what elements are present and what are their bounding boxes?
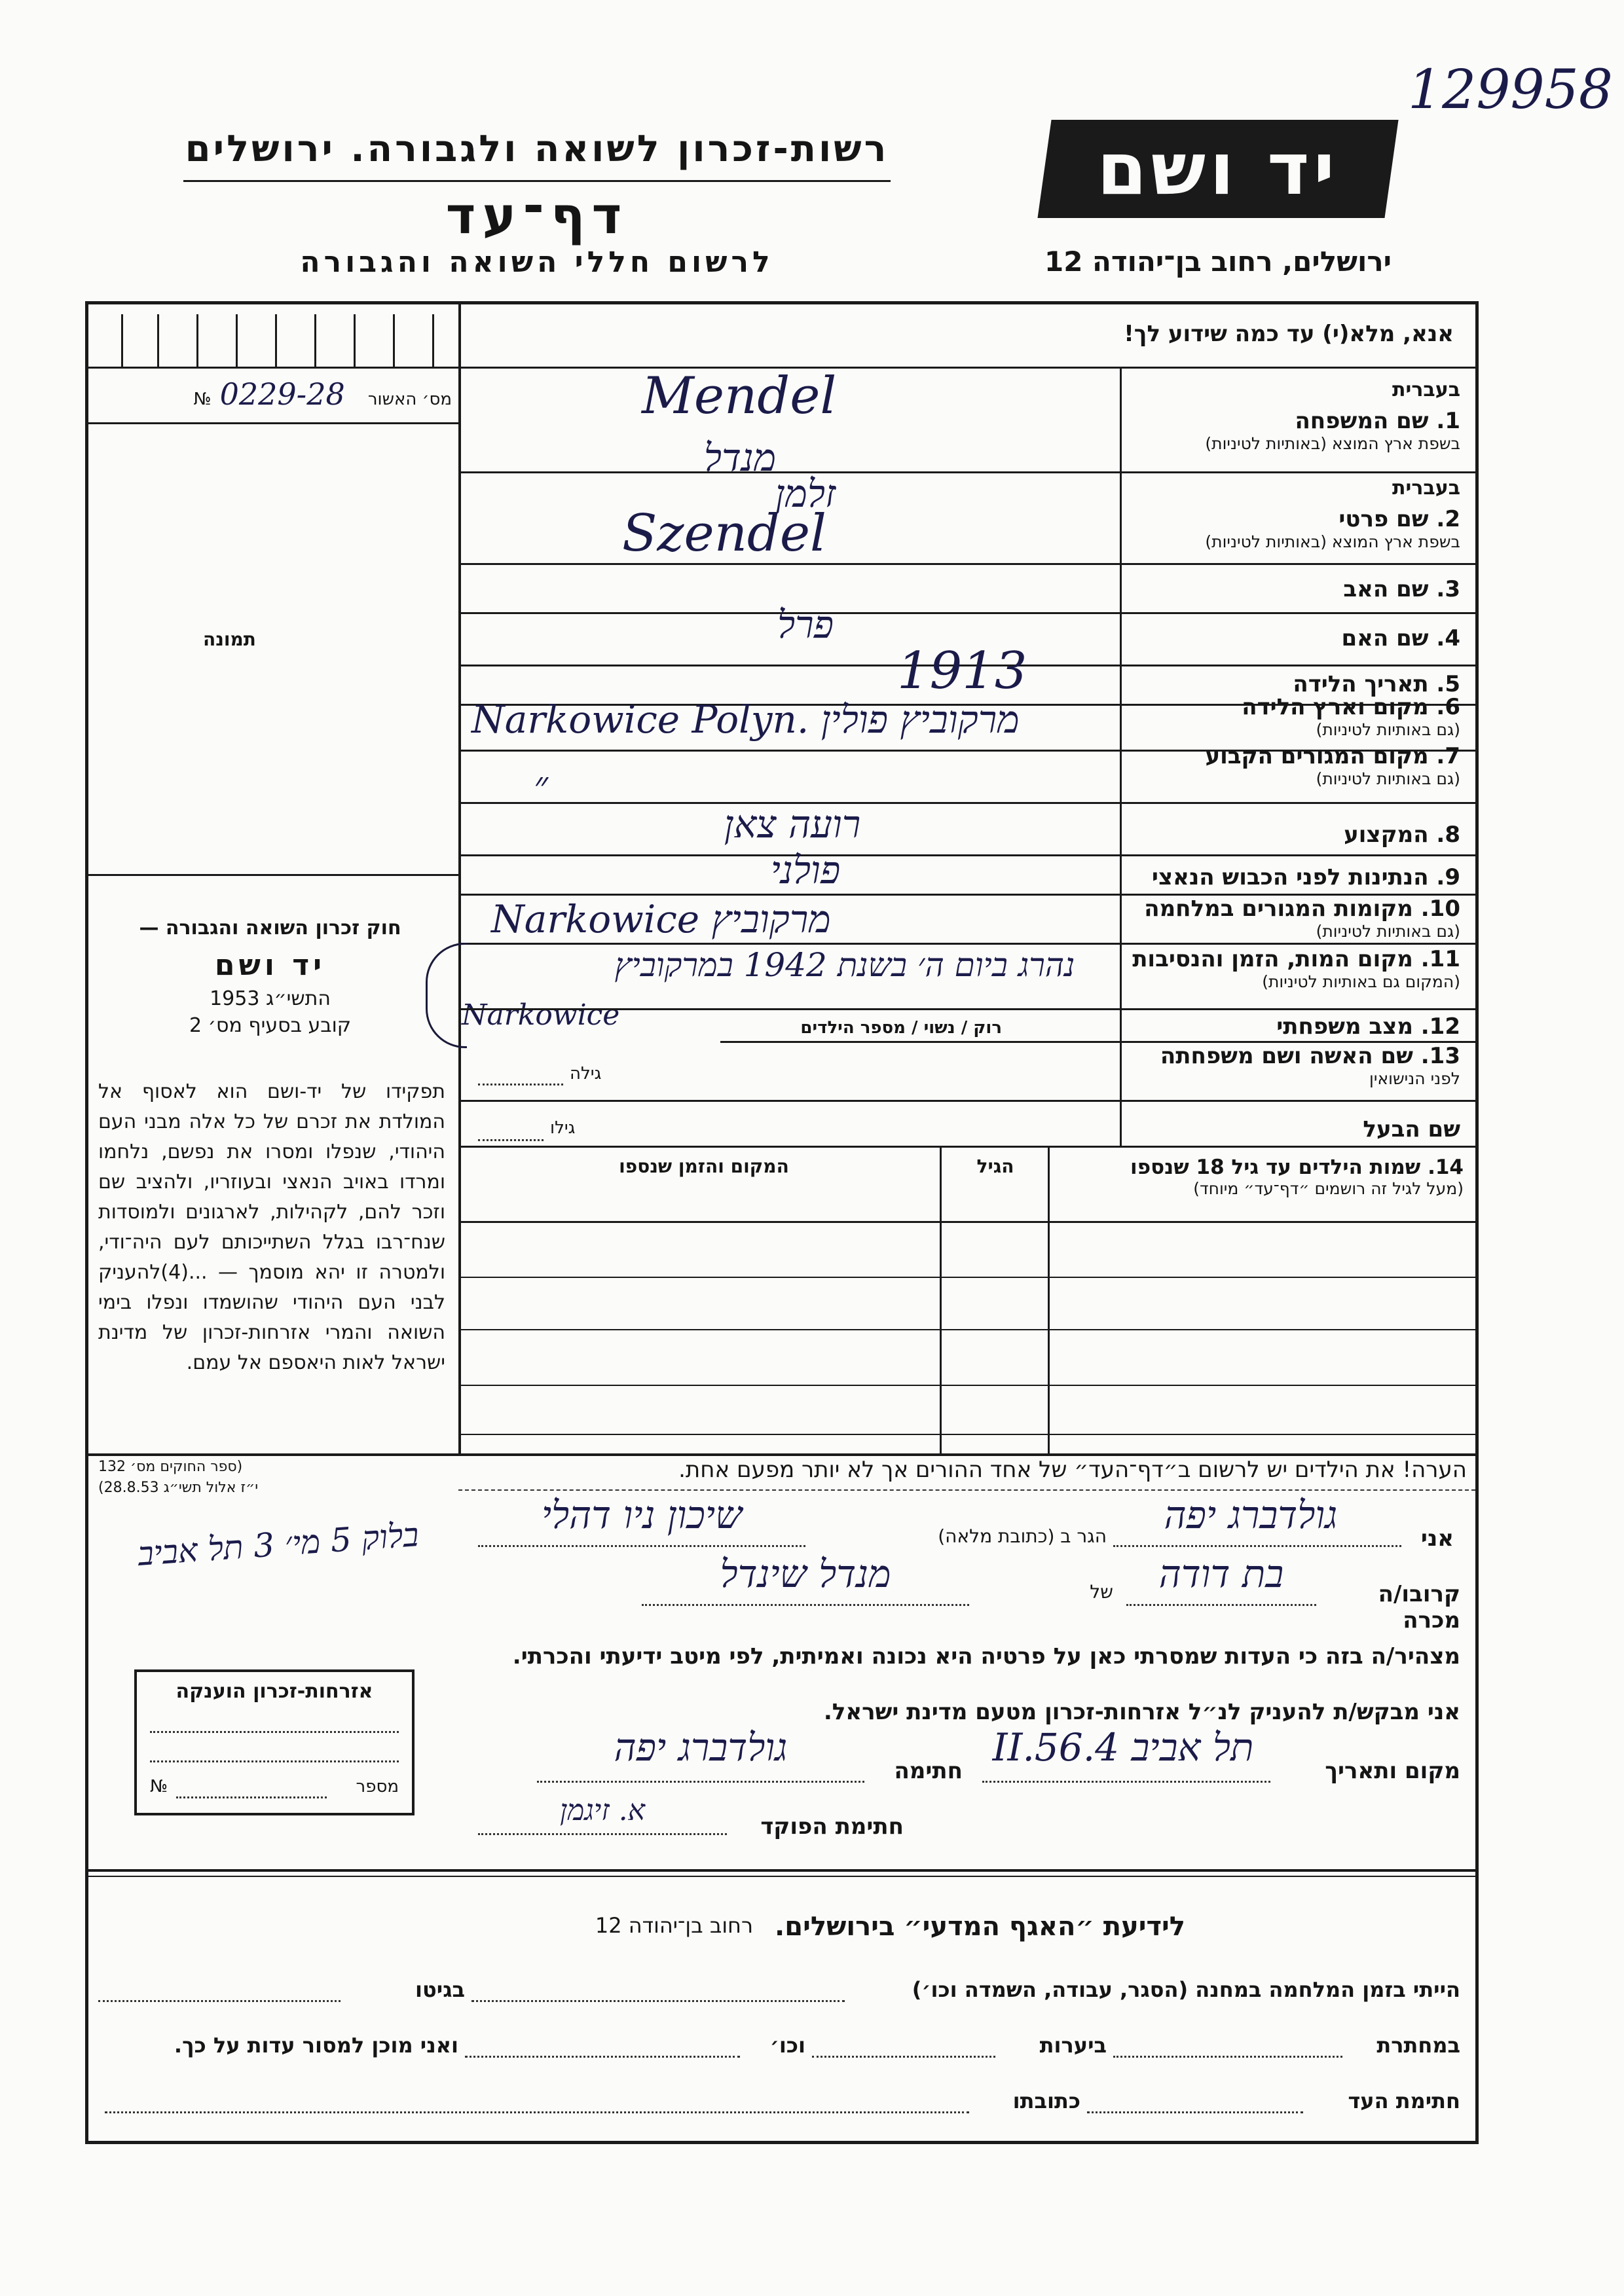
yad-vashem-logo: יד ושם: [1037, 120, 1398, 218]
bottom-line2c: וכו׳: [769, 2033, 805, 2058]
field-6-sub: (גם באותיות לטיניות): [1316, 720, 1460, 739]
field-1: [1126, 378, 1460, 453]
declarant-of-label: של: [1090, 1581, 1113, 1603]
field-5-label: 5. תאריך הלידה: [1293, 671, 1460, 697]
signature-label: חתימה: [894, 1758, 963, 1784]
law-title: חוק זכרון השואה והגבורה —: [139, 917, 401, 939]
bottom-line2d: ואני מוכן למסור עדות על כך.: [174, 2033, 458, 2058]
field-4-label: 4. שם האם: [1341, 625, 1460, 651]
field-10-label: 10. מקומות המגורים במלחמה: [1144, 896, 1460, 922]
approval-number-field: [111, 376, 452, 416]
photo-label: תמונה: [203, 629, 256, 650]
declarant-address[interactable]: שיכון ניו דהלי: [541, 1493, 743, 1537]
field-10-value[interactable]: Narkowice מרקוביץ: [491, 897, 831, 941]
law-ref-line1: (ספר החוקים מס׳ 132: [98, 1459, 243, 1475]
archive-number: 129958: [1408, 59, 1614, 121]
law-ref-line2: י״ז אלול תשי״ג 28.8.53): [98, 1480, 259, 1496]
citizenship-box-number-label: מספר: [356, 1777, 399, 1796]
field-2-value-hebrew[interactable]: זלמן: [775, 471, 836, 516]
field-2-label: 2. שם פרטי: [1338, 506, 1460, 532]
field-13: [1126, 1043, 1460, 1088]
law-block: [92, 917, 449, 1037]
declaration: מצהיר/ה בזה כי העדות שמסרתי כאן על פרטיה היא נכונה ואמיתית, לפי מיטב ידיעתי והכרתי.: [512, 1643, 1460, 1669]
field-2: [1126, 477, 1460, 551]
field-1-value[interactable]: Mendel: [642, 367, 837, 426]
bottom-line2b: ביערות: [1039, 2033, 1107, 2058]
field-7-sub: (גם באותיות לטיניות): [1316, 769, 1460, 788]
field-10: [1126, 896, 1460, 941]
field-8-value[interactable]: רועה צאן: [724, 802, 861, 847]
field-12-options: רוק / נשוי / מספר הילדים: [800, 1018, 1002, 1038]
law-clause: קובע בסעיף מס׳ 2: [189, 1014, 352, 1037]
law-name: יד ושם: [214, 949, 326, 982]
law-body: תפקידו של יד-ושם הוא לאסוף אל המולדת את זכרם של כל אלה מבני העם היהודי, שנפלו ומסרו את נפשם, נלחמו ומרדו באויב הנאצי ובעוזריו, ולהציב שם וזכר להם, לקהילות, לארגונים ולמוסדות שנח־רבו בגלל השתייכותם לעם היה־ודי, ולמטרה זו יהא מוסמך — ...(4)להעניק לבני העם היהודי שהושמדו ונפלו בימי השואה והמרי אזרחות-זכרון של מדינת ישראל לאות היאספם אל עמם.: [98, 1080, 445, 1374]
field-11-sub: (המקום גם באותיות לטיניות): [1262, 972, 1460, 991]
field-13-sub: לפני הנישואין: [1369, 1069, 1460, 1088]
declarant-relation-label: קרובו/ה מכרה: [1378, 1581, 1460, 1633]
field-14-age-col: הגיל: [976, 1156, 1014, 1177]
field-7-label: 7. מקום המגורים הקבוע: [1205, 743, 1460, 769]
approval-value: 0229-28: [219, 376, 345, 412]
declarant-margin-note: בלוק 5 מי׳ 3 תל אביב: [136, 1516, 420, 1573]
bottom-line2a: במחתרת: [1376, 2033, 1460, 2058]
bottom-title: לידיעת ״האגף המדעי״ בירושלים.: [775, 1912, 1185, 1942]
field-14-place-col: המקום והזמן שנספו: [619, 1156, 789, 1177]
field-5-value[interactable]: 1913: [897, 642, 1027, 701]
law-ref: [98, 1457, 445, 1499]
field-4-value[interactable]: פרל: [777, 602, 834, 647]
husband-label: שם הבעל: [1363, 1116, 1460, 1142]
bottom-line1a: הייתי בזמן המלחמה במחנה (הסגר, עבודה, השמדה וכו׳): [912, 1977, 1460, 2002]
field-6-value[interactable]: Narkowice Polyn. מרקוביץ פולין: [471, 697, 1020, 742]
field-2-value[interactable]: Szendel: [622, 504, 826, 563]
place-date[interactable]: תל אביב 4.II.56: [992, 1725, 1254, 1770]
field-11-value[interactable]: נהרג ביום ה׳ בשנת 1942 במרקוביץ: [614, 946, 1075, 984]
field-6-label: 6. מקום וארץ הלידה: [1242, 694, 1460, 720]
field-9-label: 9. הנתינות לפני הכבוש הנאצי: [1151, 864, 1460, 890]
form-title: דף־עד: [445, 187, 629, 246]
field-2-sub: בשפת ארץ המוצא (באותיות לטיניות): [1205, 532, 1460, 551]
field-13-label: 13. שם האשה ושם משפחתה: [1160, 1043, 1460, 1069]
approval-label: מס׳ האשור: [367, 390, 452, 409]
field-14-label: 14. שמות הילדים עד גיל 18 שנספו: [1130, 1156, 1464, 1179]
field-14-sub: (מעל לגיל זה רושמים ״דף־עד״ מיוחד): [1193, 1179, 1464, 1198]
bottom-line1b: בגיטו: [415, 1977, 465, 2002]
citizenship-box-title: אזרחות-זכרון הוענקה: [175, 1680, 373, 1703]
citizenship-box-no-sign: №: [150, 1777, 168, 1796]
bottom-line3b: כתובתו: [1012, 2088, 1080, 2113]
field-10-sub: (גם באותיות לטיניות): [1316, 922, 1460, 941]
declarant-of-name[interactable]: מנדל שינדל: [720, 1552, 891, 1596]
field-2-tag: בעברית: [1392, 477, 1460, 500]
bottom-line3a: חתימת העד: [1348, 2088, 1460, 2113]
law-year: התשי״ג 1953: [210, 987, 331, 1010]
field-1-value-hebrew[interactable]: מנדל: [703, 435, 777, 480]
field-1-tag: בעברית: [1392, 378, 1460, 401]
declarant-residing-label: הגר ב (כתובת מלאה): [938, 1525, 1107, 1547]
authority-line: רשות-זכרון לשואה ולגבורה. ירושלים: [185, 128, 889, 170]
field-12-label: 12. מצב משפחתי: [1276, 1013, 1460, 1040]
citizenship-box: [134, 1669, 415, 1815]
form-subtitle: לרשום חללי השואה והגבורה: [300, 246, 774, 279]
address: ירושלים, רחוב בן־יהודה 12: [1044, 246, 1392, 278]
declarant-name[interactable]: גולדברג יפה: [1164, 1493, 1338, 1537]
note: הערה! את הילדים יש לרשום ב״דף־העד״ של אחד ההורים אך לא יותר מפעם אחת.: [678, 1457, 1467, 1483]
bottom-address: רחוב בן־יהודה 12: [595, 1913, 753, 1938]
field-9-value[interactable]: פולני: [770, 848, 841, 892]
place-date-label: מקום ותאריך: [1325, 1758, 1460, 1784]
field-7-value[interactable]: ״: [534, 763, 549, 807]
field-14: [1051, 1156, 1464, 1198]
citizenship-request: אני מבקש/ת להעניק לנ״ל אזרחות-זכרון מטעם מדינת ישראל.: [823, 1699, 1460, 1725]
field-11: [1126, 946, 1460, 991]
signature[interactable]: גולדברג יפה: [614, 1725, 788, 1770]
field-11-label: 11. מקום המות, הזמן והנסיבות: [1132, 946, 1460, 972]
declarant-relation[interactable]: בת דודה: [1158, 1552, 1284, 1596]
official-signature: א. זיגמן: [559, 1794, 645, 1827]
field-6: [1126, 694, 1460, 739]
field-1-label: 1. שם המשפחה: [1295, 408, 1460, 434]
field-7: [1126, 743, 1460, 788]
official-signature-label: חתימת הפוקד: [760, 1813, 904, 1840]
instruction: אנא, מלא(י) עד כמה שידוע לך!: [1124, 321, 1454, 347]
approval-prefix: №: [193, 390, 212, 409]
field-3-label: 3. שם האב: [1343, 576, 1460, 602]
declarant-i-label: אני: [1420, 1525, 1454, 1552]
field-8-label: 8. המקצוע: [1344, 822, 1460, 848]
husband-age-label: גילו: [550, 1118, 576, 1138]
field-13-age-label: גילה: [570, 1064, 602, 1084]
field-11-value-latin[interactable]: Narkowice: [462, 998, 620, 1032]
field-1-sub: בשפת ארץ המוצא (באותיות לטיניות): [1205, 434, 1460, 453]
